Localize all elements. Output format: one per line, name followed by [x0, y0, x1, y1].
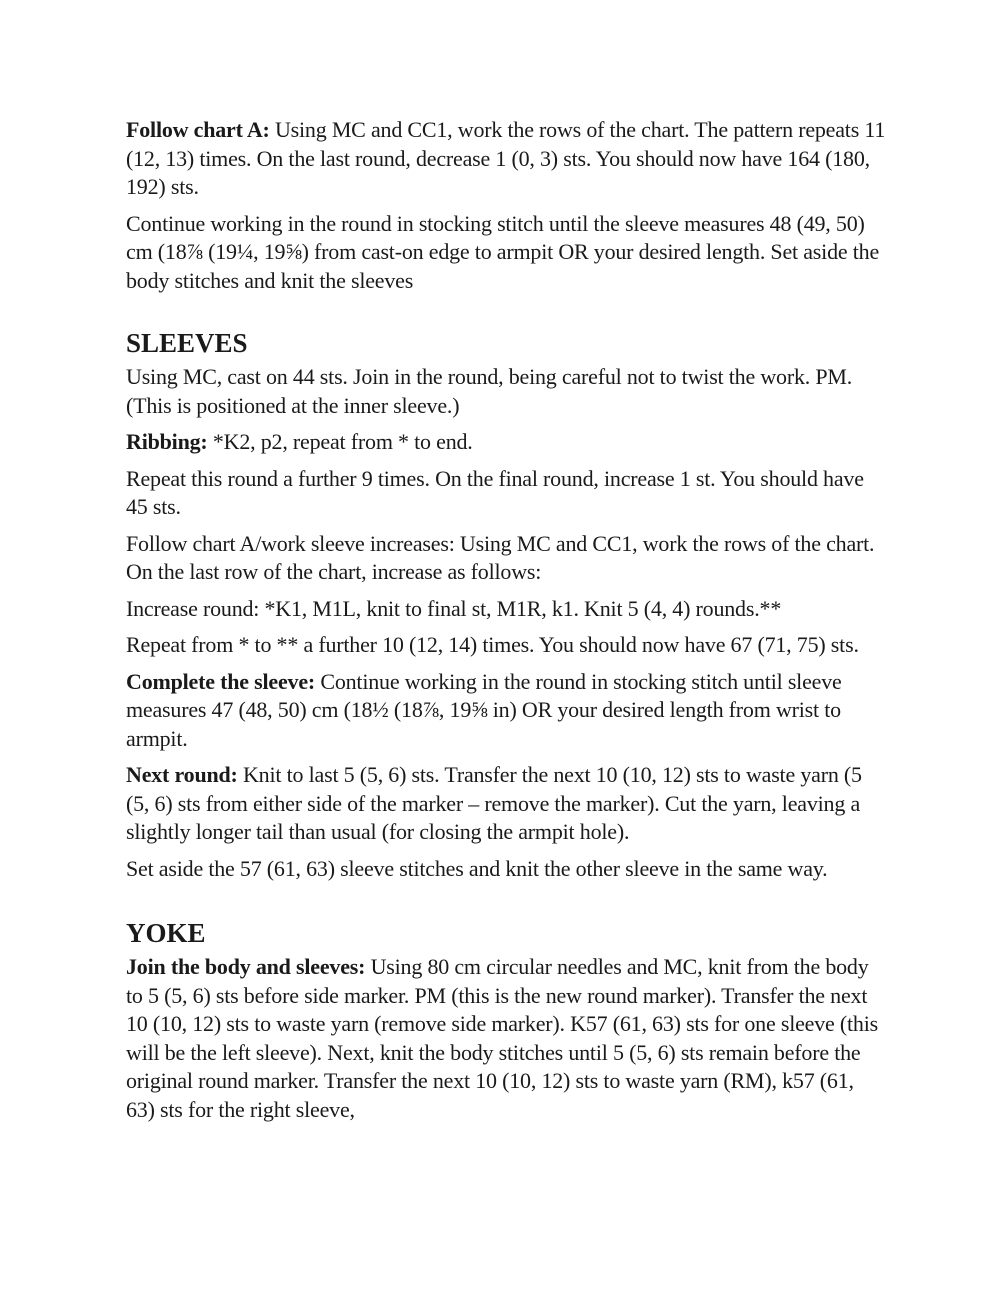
next-round-label: Next round: [126, 762, 238, 787]
continue-body-paragraph: Continue working in the round in stocking stitch until the sleeve measures 48 (49, 50) cm (18⅞ (19¼, 19⅝) from cast-on edge to armpit OR your desired length. Set aside the body stitches and knit the sleeves [126, 210, 880, 293]
follow-chart-paragraph: Follow chart A/work sleeve increases: Using MC and CC1, work the rows of the chart. On the last row of the chart, increase as follows: [126, 530, 875, 584]
increase-round-paragraph: Increase round: *K1, M1L, knit to final st, M1R, k1. Knit 5 (4, 4) rounds.** [126, 595, 782, 621]
join-body-sleeves-text: Using 80 cm circular needles and MC, knit from the body to 5 (5, 6) sts before side marker. PM (this is the new round marker). Transfer the next 10 (10, 12) sts to waste yarn (remove side marker). K57 (61, 63) sts for one sleeve (this will be the left sleeve). Next, knit the body stitches until 5 (5, 6) sts remain before the original round marker. Transfer the next 10 (10, 12) sts to waste yarn (RM), k57 (61, 63) sts for the right sleeve, [126, 954, 879, 1122]
chart-a-label: Follow chart A: [126, 117, 270, 142]
chart-a-text: Using MC and CC1, work the rows of the chart. The pattern repeats 11 (12, 13) times. On the last round, decrease 1 (0, 3) sts. You should now have 164 (180, 192) sts. [126, 117, 886, 199]
set-aside-paragraph: Set aside the 57 (61, 63) sleeve stitches and knit the other sleeve in the same way. [126, 855, 828, 881]
sleeves-heading: SLEEVES [126, 328, 248, 358]
ribbing-label: Ribbing: [126, 429, 208, 454]
next-round-text: Knit to last 5 (5, 6) sts. Transfer the next 10 (10, 12) sts to waste yarn (5 (5, 6) sts from either side of the marker – remove the marker). Cut the yarn, leaving a slightly longer tail than usual (for closing the armpit hole). [126, 762, 862, 844]
repeat-round-paragraph: Repeat this round a further 9 times. On the final round, increase 1 st. You should have 45 sts. [126, 465, 864, 519]
repeat-from-paragraph: Repeat from * to ** a further 10 (12, 14) times. You should now have 67 (71, 75) sts. [126, 632, 859, 657]
chart-a-paragraph [126, 116, 886, 202]
complete-sleeve-text: Continue working in the round in stocking stitch until sleeve measures 47 (48, 50) cm (18½ (18⅞, 19⅝ in) OR your desired length from wrist to armpit. [126, 668, 842, 751]
complete-sleeve-label: Complete the sleeve: [126, 668, 316, 694]
join-body-sleeves-label: Join the body and sleeves: [126, 954, 366, 979]
join-body-sleeves-paragraph [126, 953, 886, 1124]
ribbing-text: *K2, p2, repeat from * to end. [207, 429, 473, 454]
ribbing-paragraph [126, 428, 886, 457]
document-page [126, 116, 886, 1132]
complete-sleeve-paragraph [126, 668, 886, 754]
cast-on-paragraph: Using MC, cast on 44 sts. Join in the round, being careful not to twist the work. PM. (This is positioned at the inner sleeve.) [126, 364, 853, 418]
next-round-paragraph [126, 761, 886, 847]
yoke-heading: YOKE [126, 918, 206, 948]
